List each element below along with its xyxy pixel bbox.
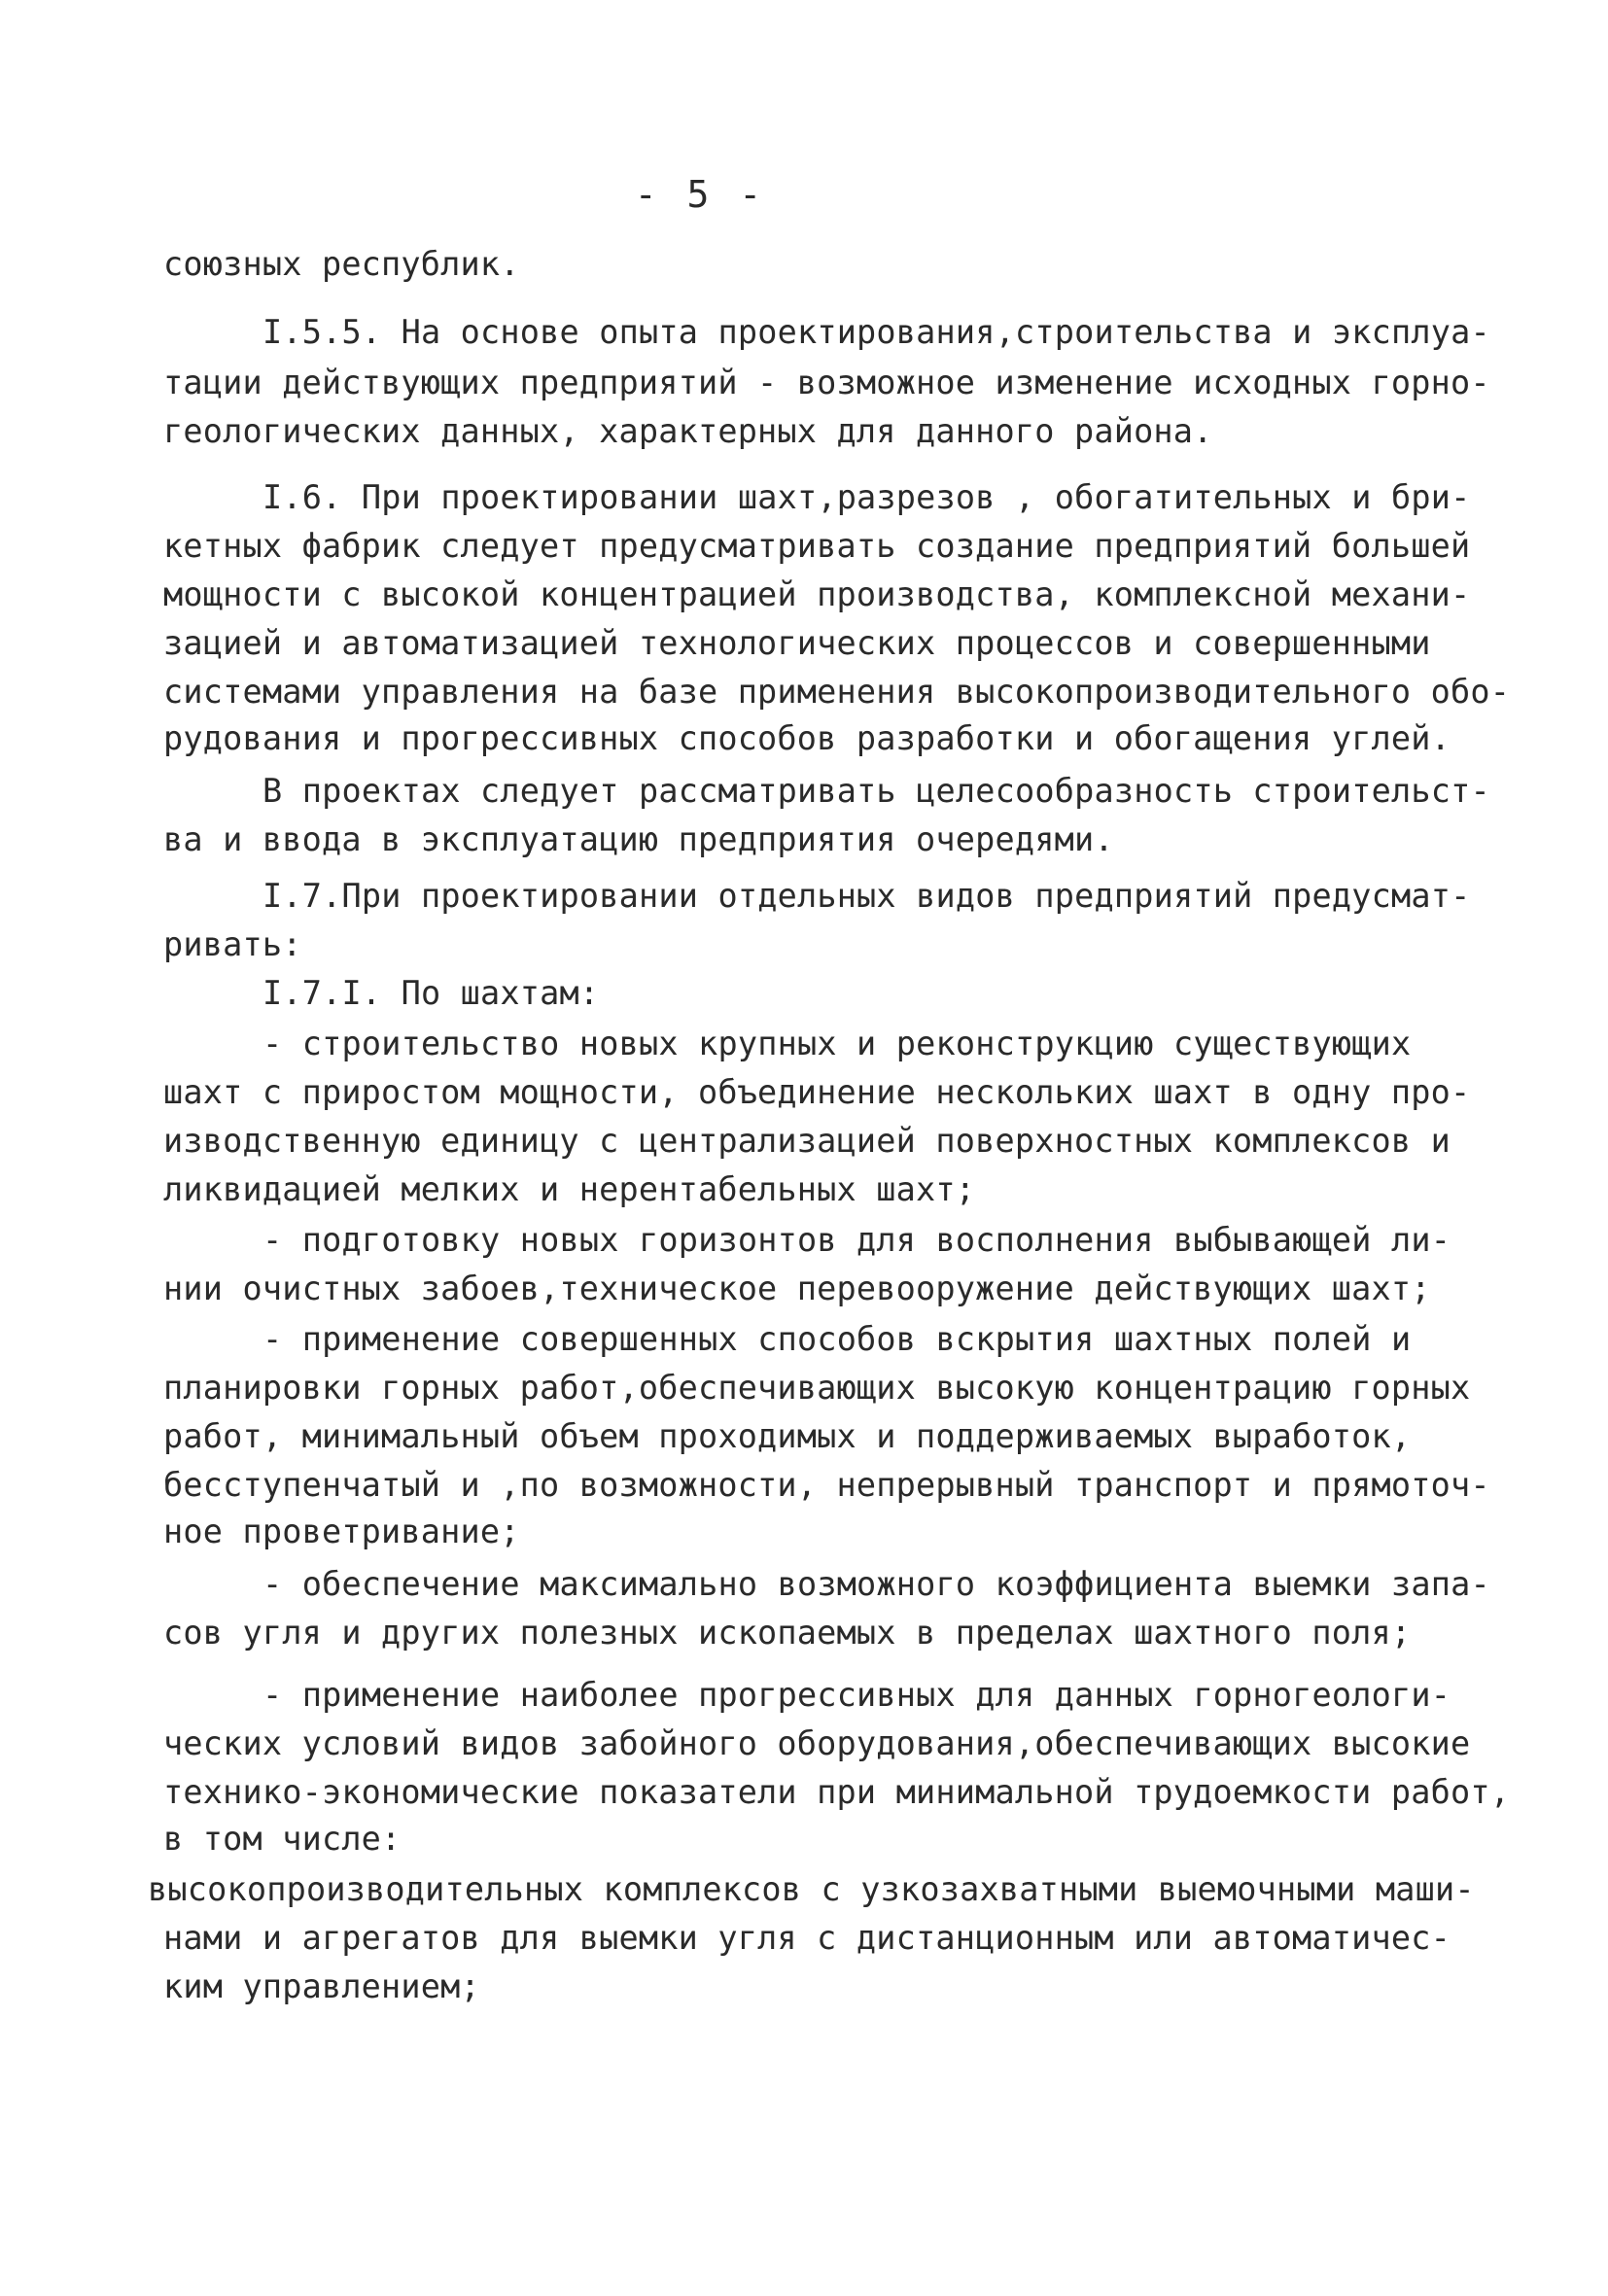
text-line: I.5.5. На основе опыта проектирования,строительства и эксплуа- bbox=[262, 313, 1490, 351]
text-line: В проектах следует рассматривать целесообразность строительст- bbox=[262, 772, 1490, 810]
text-line: ное проветривание; bbox=[163, 1513, 520, 1550]
text-line: геологических данных, характерных для данного района. bbox=[163, 412, 1213, 450]
text-line: ким управлением; bbox=[163, 1967, 480, 2005]
text-line: рудования и прогрессивных способов разработки и обогащения углей. bbox=[163, 719, 1451, 757]
text-line: ва и ввода в эксплуатацию предприятия очередями. bbox=[163, 820, 1114, 858]
text-line: ривать: bbox=[163, 925, 302, 963]
text-line: ликвидацией мелких и нерентабельных шахт; bbox=[163, 1170, 976, 1208]
text-line: - подготовку новых горизонтов для восполнения выбывающей ли- bbox=[262, 1221, 1451, 1259]
text-line: технико-экономические показатели при минимальной трудоемкости работ, bbox=[163, 1773, 1511, 1811]
text-line: - строительство новых крупных и реконструкцию существующих bbox=[262, 1025, 1412, 1062]
text-line: мощности с высокой концентрацией производства, комплексной механи- bbox=[163, 575, 1471, 613]
text-line: высокопроизводительных комплексов с узкозахватными выемочными маши- bbox=[148, 1870, 1475, 1908]
text-line: - применение наиболее прогрессивных для данных горногеологи- bbox=[262, 1676, 1451, 1714]
text-line: ческих условий видов забойного оборудования,обеспечивающих высокие bbox=[163, 1724, 1471, 1762]
text-line: зацией и автоматизацией технологических процессов и совершенными bbox=[163, 624, 1431, 662]
text-line: нами и агрегатов для выемки угля с дистанционным или автоматичес- bbox=[163, 1919, 1451, 1957]
text-line: кетных фабрик следует предусматривать создание предприятий большей bbox=[163, 527, 1471, 565]
text-line: союзных республик. bbox=[163, 245, 520, 283]
text-line: I.6. При проектировании шахт,разрезов , обогатительных и бри- bbox=[262, 478, 1471, 516]
text-line: I.7.При проектировании отдельных видов предприятий предусмат- bbox=[262, 877, 1471, 915]
text-line: шахт с приростом мощности, объединение нескольких шахт в одну про- bbox=[163, 1073, 1471, 1111]
text-line: - обеспечение максимально возможного коэффициента выемки запа- bbox=[262, 1565, 1490, 1603]
text-line: сов угля и других полезных ископаемых в пределах шахтного поля; bbox=[163, 1614, 1412, 1652]
page-number: - 5 - bbox=[634, 173, 766, 216]
text-line: I.7.I. По шахтам: bbox=[262, 974, 600, 1012]
text-line: тации действующих предприятий - возможное изменение исходных горно- bbox=[163, 364, 1490, 401]
text-line: работ, минимальный объем проходимых и поддерживаемых выработок, bbox=[163, 1417, 1412, 1455]
text-line: бесступенчатый и ,по возможности, непрерывный транспорт и прямоточ- bbox=[163, 1466, 1490, 1504]
text-line: изводственную единицу с централизацией поверхностных комплексов и bbox=[163, 1122, 1451, 1160]
text-line: в том числе: bbox=[163, 1820, 402, 1858]
text-line: нии очистных забоев,техническое перевооружение действующих шахт; bbox=[163, 1270, 1431, 1307]
text-line: - применение совершенных способов вскрытия шахтных полей и bbox=[262, 1320, 1412, 1358]
text-line: планировки горных работ,обеспечивающих высокую концентрацию горных bbox=[163, 1369, 1471, 1407]
text-line: системами управления на базе применения высокопроизводительного обо- bbox=[163, 673, 1511, 711]
